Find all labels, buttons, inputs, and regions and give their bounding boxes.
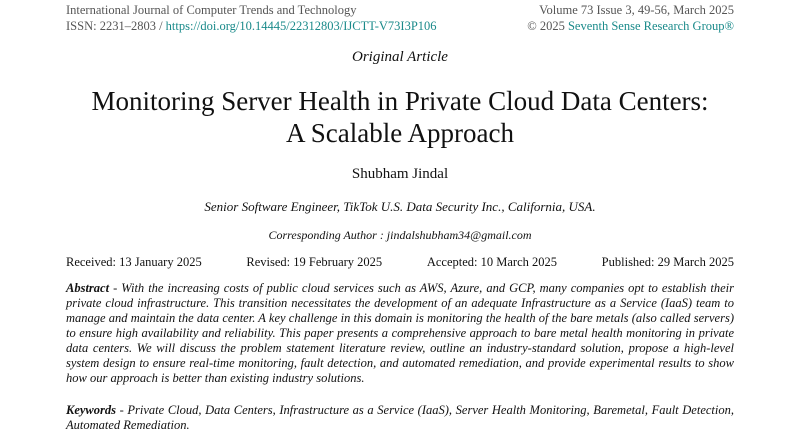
- keywords-text: - Private Cloud, Data Centers, Infrastructure as a Service (IaaS), Server Health Monitoring, Baremetal, Fault Detection, Automated Remediation.: [66, 403, 734, 432]
- revised-date: Revised: 19 February 2025: [246, 255, 383, 269]
- keywords: [66, 403, 734, 433]
- copyright-year: 2025: [539, 19, 565, 33]
- corresponding-author: Corresponding Author : jindalshubham34@gmail.com: [268, 228, 532, 242]
- doi-link[interactable]: https://doi.org/10.14445/22312803/IJCTT-V73I3P106: [165, 19, 437, 33]
- journal-header: [66, 2, 437, 34]
- paper-title: [0, 85, 800, 149]
- volume-info: Volume 73 Issue 3, 49-56, March 2025: [539, 3, 734, 17]
- title-line-2: A Scalable Approach: [286, 118, 514, 148]
- author-name: Shubham Jindal: [351, 166, 449, 182]
- abstract: [66, 281, 734, 386]
- issn-doi-line: [66, 18, 437, 34]
- accepted-date: Accepted: 10 March 2025: [426, 255, 557, 269]
- issn: ISSN: 2231–2803 /: [66, 19, 163, 33]
- abstract-label: Abstract: [66, 281, 110, 295]
- published-date: Published: 29 March 2025: [601, 255, 734, 269]
- received-date: Received: 13 January 2025: [66, 255, 202, 269]
- issue-header: [527, 2, 734, 34]
- publisher-name: Seventh Sense Research Group®: [567, 19, 734, 33]
- abstract-text: - With the increasing costs of public cloud services such as AWS, Azure, and GCP, many companies opt to establish their private cloud infrastructure. This transition necessitates the development of an adequate Infrastructure as a Service (IaaS) team to manage and maintain the data center. A key challenge in this domain is monitoring the health of the bare metals (also called servers) to ensure high availability and reliability. This paper presents a comprehensive approach to bare metal health monitoring in private data centers. We will discuss the problem statement literature review, outline an industry-standard solution, propose a high-level system design to ensure real-time monitoring, fault detection, and automated remediation, and provide experimental results to show how our approach is better than existing industry solutions.: [66, 281, 734, 385]
- title-line-1: Monitoring Server Health in Private Cloud Data Centers:: [91, 86, 709, 116]
- article-type: Original Article: [352, 49, 448, 65]
- publication-dates: [66, 255, 734, 270]
- journal-name: International Journal of Computer Trends and Technology: [66, 3, 357, 17]
- keywords-label: Keywords: [66, 403, 116, 417]
- copyright-symbol: ©: [527, 19, 537, 33]
- author-affiliation: Senior Software Engineer, TikTok U.S. Data Security Inc., California, USA.: [204, 199, 596, 214]
- copyright-line: [527, 18, 734, 34]
